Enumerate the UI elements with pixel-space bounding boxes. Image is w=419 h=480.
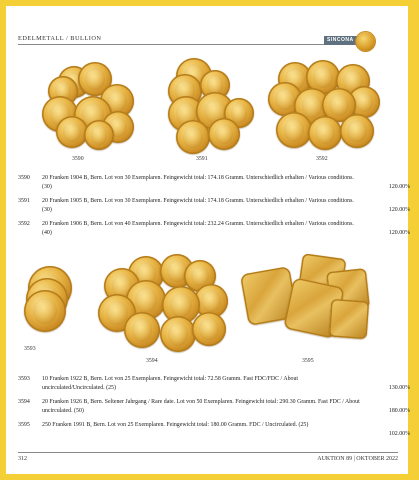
lot-number: 3595 (18, 422, 30, 428)
lot-price: 120.00% (388, 229, 410, 236)
coin-photo-lot-3594 (84, 250, 234, 356)
lot-description: 20 Franken 1926 B, Bern. Seltener Jahrgang / Rare date. Lot von 50 Exemplaren. Feingewicht total: 290.30 Gramm. Fast FDC / About uncirculated. (50) (42, 399, 360, 414)
lot-price: 180.00% (388, 407, 410, 414)
lot-number: 3590 (18, 175, 30, 181)
auction-info: AUKTION 89 | OKTOBER 2022 (317, 456, 398, 462)
coin-photo-lot-3593 (20, 258, 80, 338)
photo-caption: 3594 (146, 358, 158, 364)
lot-price: 102.00% (388, 430, 410, 437)
page-number: 312 (18, 456, 27, 462)
brand-coin-icon (356, 32, 375, 51)
lot-number: 3591 (18, 198, 30, 204)
lot-price: 130.00% (388, 384, 410, 391)
lot-description: 20 Franken 1904 B, Bern. Lot von 30 Exemplaren. Feingewicht total: 174.18 Gramm. Unterschiedlich erhalten / Various conditions. (30) (42, 175, 354, 190)
lot-price: 120.00% (388, 183, 410, 190)
photo-caption: 3593 (24, 346, 36, 352)
lot-description: 20 Franken 1906 B, Bern. Lot von 40 Exemplaren. Feingewicht total: 232.24 Gramm. Unterschiedlich erhalten / Various conditions. (40) (42, 221, 354, 236)
photo-caption: 3590 (72, 156, 84, 162)
coin-photo-lot-3590 (30, 56, 140, 156)
coin-photo-lot-3592 (256, 54, 386, 158)
lot-description: 10 Franken 1922 B, Bern. Lot von 25 Exemplaren. Feingewicht total: 72.58 Gramm. Fast FDC/FDC / About uncirculated/Uncirculated. (25) (42, 376, 299, 391)
footer-divider (18, 452, 398, 453)
catalog-page (6, 6, 408, 474)
lot-number: 3594 (18, 399, 30, 405)
coin-photo-lot-3595 (240, 248, 380, 352)
photo-caption: 3595 (302, 358, 314, 364)
lot-description: 250 Franken 1991 B, Bern. Lot von 25 Exemplaren. Feingewicht total: 180.00 Gramm. FDC / Uncirculated. (25) (42, 422, 309, 428)
lot-description: 20 Franken 1905 B, Bern. Lot von 30 Exemplaren. Feingewicht total: 174.18 Gramm. Unterschiedlich erhalten / Various conditions. (30) (42, 198, 354, 213)
lot-price: 120.00% (388, 206, 410, 213)
photo-caption: 3592 (316, 156, 328, 162)
lot-number: 3593 (18, 376, 30, 382)
coin-photo-lot-3591 (148, 54, 258, 158)
section-title: EDELMETALL / BULLION (18, 35, 102, 42)
photo-caption: 3591 (196, 156, 208, 162)
brand-name: SINCONA (327, 37, 354, 43)
header-divider (18, 44, 328, 45)
lot-number: 3592 (18, 221, 30, 227)
